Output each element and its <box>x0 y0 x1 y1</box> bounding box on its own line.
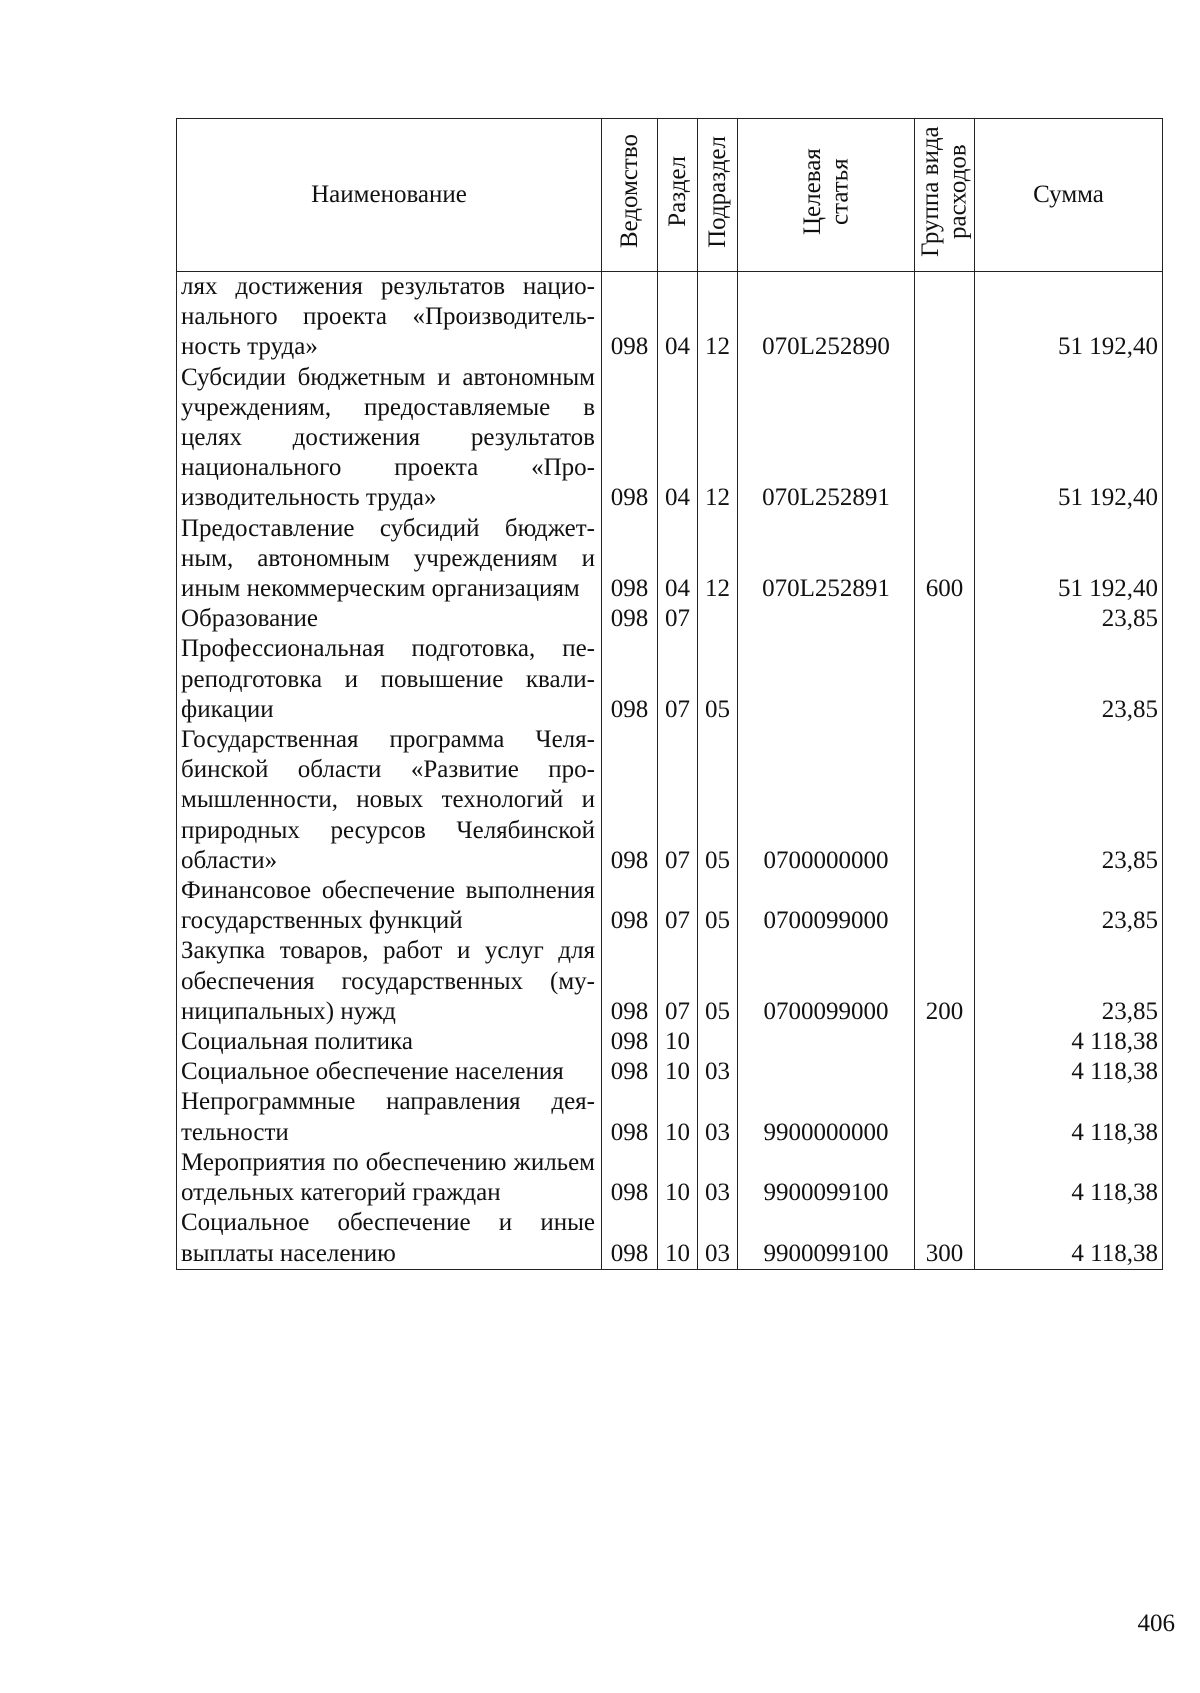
cell-name: Профессиональная подготовка, переподготовка и повышение квалификации <box>177 634 602 725</box>
cell-name: Социальное обеспечение и иные выплаты населению <box>177 1208 602 1269</box>
table-row <box>177 1148 1163 1208</box>
table-header <box>177 119 1163 272</box>
cell-gruppa <box>915 876 975 936</box>
cell-summa: 51 192,40 <box>975 272 1163 363</box>
header-row <box>177 119 1163 272</box>
cell-celevaya-statya: 0700099000 <box>738 876 915 936</box>
cell-razdel: 10 <box>658 1087 698 1147</box>
cell-razdel: 04 <box>658 514 698 605</box>
cell-podrazdel: 03 <box>698 1148 738 1208</box>
cell-razdel: 10 <box>658 1027 698 1057</box>
cell-razdel: 04 <box>658 272 698 363</box>
cell-summa: 23,85 <box>975 876 1163 936</box>
cell-gruppa: 300 <box>915 1208 975 1269</box>
cell-podrazdel: 05 <box>698 936 738 1027</box>
cell-vedomstvo: 098 <box>602 272 658 363</box>
cell-name: Государственная программа Челябинской области «Развитие промышленности, новых технологий и природных ресурсов Челябинской области» <box>177 725 602 876</box>
cell-summa: 23,85 <box>975 725 1163 876</box>
cell-celevaya-statya <box>738 604 915 634</box>
cell-gruppa <box>915 363 975 514</box>
table-row <box>177 514 1163 605</box>
table-row <box>177 272 1163 363</box>
cell-name: Образование <box>177 604 602 634</box>
cell-podrazdel <box>698 604 738 634</box>
cell-podrazdel: 03 <box>698 1087 738 1147</box>
cell-vedomstvo: 098 <box>602 725 658 876</box>
cell-vedomstvo: 098 <box>602 514 658 605</box>
cell-razdel: 04 <box>658 363 698 514</box>
cell-vedomstvo: 098 <box>602 363 658 514</box>
cell-vedomstvo: 098 <box>602 604 658 634</box>
cell-podrazdel: 12 <box>698 272 738 363</box>
cell-summa: 23,85 <box>975 634 1163 725</box>
cell-razdel: 07 <box>658 936 698 1027</box>
cell-podrazdel: 12 <box>698 363 738 514</box>
cell-podrazdel: 03 <box>698 1057 738 1087</box>
cell-podrazdel <box>698 1027 738 1057</box>
cell-gruppa <box>915 1057 975 1087</box>
cell-razdel: 10 <box>658 1208 698 1269</box>
table-row <box>177 634 1163 725</box>
cell-celevaya-statya: 0700000000 <box>738 725 915 876</box>
cell-razdel: 07 <box>658 876 698 936</box>
table-row <box>177 1057 1163 1087</box>
cell-podrazdel: 05 <box>698 725 738 876</box>
cell-vedomstvo: 098 <box>602 1057 658 1087</box>
cell-summa: 4 118,38 <box>975 1057 1163 1087</box>
cell-summa: 23,85 <box>975 936 1163 1027</box>
table-row <box>177 725 1163 876</box>
cell-celevaya-statya: 070L252891 <box>738 514 915 605</box>
cell-name: Непрограммные направления деятельности <box>177 1087 602 1147</box>
cell-razdel: 07 <box>658 725 698 876</box>
table-row <box>177 604 1163 634</box>
cell-name: Предоставление субсидий бюджетным, автономным учреждениям и иным некоммерческим организациям <box>177 514 602 605</box>
cell-celevaya-statya <box>738 634 915 725</box>
cell-podrazdel: 12 <box>698 514 738 605</box>
cell-summa: 4 118,38 <box>975 1148 1163 1208</box>
cell-name: Мероприятия по обеспечению жильем отдельных категорий граждан <box>177 1148 602 1208</box>
header-podrazdel: Подраздел <box>698 119 738 272</box>
cell-gruppa: 200 <box>915 936 975 1027</box>
cell-name: Социальное обеспечение населения <box>177 1057 602 1087</box>
cell-name: Субсидии бюджетным и автономным учреждениям, предоставляемые в целях достижения результатов национального проекта «Производительность труда» <box>177 363 602 514</box>
header-summa: Сумма <box>975 119 1163 272</box>
budget-table <box>176 118 1163 1270</box>
cell-vedomstvo: 098 <box>602 936 658 1027</box>
table-row <box>177 876 1163 936</box>
cell-summa: 4 118,38 <box>975 1027 1163 1057</box>
header-gruppa-vida-rashodov: Группа вида расходов <box>915 119 975 272</box>
table-row <box>177 1027 1163 1057</box>
cell-celevaya-statya: 9900099100 <box>738 1208 915 1269</box>
header-name: Наименование <box>177 119 602 272</box>
cell-name: Финансовое обеспечение выполнения государственных функций <box>177 876 602 936</box>
cell-celevaya-statya <box>738 1057 915 1087</box>
cell-vedomstvo: 098 <box>602 634 658 725</box>
cell-gruppa <box>915 272 975 363</box>
cell-podrazdel: 05 <box>698 876 738 936</box>
cell-gruppa <box>915 1027 975 1057</box>
cell-name: Закупка товаров, работ и услуг для обеспечения государственных (муниципальных) нужд <box>177 936 602 1027</box>
page-number: 406 <box>1137 1610 1175 1637</box>
cell-podrazdel: 03 <box>698 1208 738 1269</box>
cell-vedomstvo: 098 <box>602 1087 658 1147</box>
cell-vedomstvo: 098 <box>602 1148 658 1208</box>
cell-celevaya-statya: 070L252891 <box>738 363 915 514</box>
table-row <box>177 1087 1163 1147</box>
cell-gruppa <box>915 725 975 876</box>
cell-summa: 4 118,38 <box>975 1208 1163 1269</box>
cell-podrazdel: 05 <box>698 634 738 725</box>
table-row <box>177 363 1163 514</box>
cell-summa: 23,85 <box>975 604 1163 634</box>
table-row <box>177 936 1163 1027</box>
cell-gruppa <box>915 1148 975 1208</box>
cell-celevaya-statya: 070L252890 <box>738 272 915 363</box>
cell-gruppa: 600 <box>915 514 975 605</box>
cell-razdel: 10 <box>658 1148 698 1208</box>
cell-gruppa <box>915 1087 975 1147</box>
header-vedomstvo: Ведомство <box>602 119 658 272</box>
cell-razdel: 07 <box>658 634 698 725</box>
cell-celevaya-statya: 9900000000 <box>738 1087 915 1147</box>
header-razdel: Раздел <box>658 119 698 272</box>
cell-razdel: 07 <box>658 604 698 634</box>
cell-razdel: 10 <box>658 1057 698 1087</box>
cell-name: Социальная политика <box>177 1027 602 1057</box>
cell-celevaya-statya <box>738 1027 915 1057</box>
cell-gruppa <box>915 634 975 725</box>
cell-vedomstvo: 098 <box>602 1208 658 1269</box>
cell-vedomstvo: 098 <box>602 876 658 936</box>
cell-summa: 51 192,40 <box>975 514 1163 605</box>
cell-name: лях достижения результатов национального проекта «Производительность труда» <box>177 272 602 363</box>
cell-summa: 4 118,38 <box>975 1087 1163 1147</box>
header-celevaya-statya: Целевая статья <box>738 119 915 272</box>
cell-vedomstvo: 098 <box>602 1027 658 1057</box>
cell-summa: 51 192,40 <box>975 363 1163 514</box>
table-body <box>177 272 1163 1270</box>
cell-celevaya-statya: 0700099000 <box>738 936 915 1027</box>
cell-gruppa <box>915 604 975 634</box>
table-row <box>177 1208 1163 1269</box>
cell-celevaya-statya: 9900099100 <box>738 1148 915 1208</box>
